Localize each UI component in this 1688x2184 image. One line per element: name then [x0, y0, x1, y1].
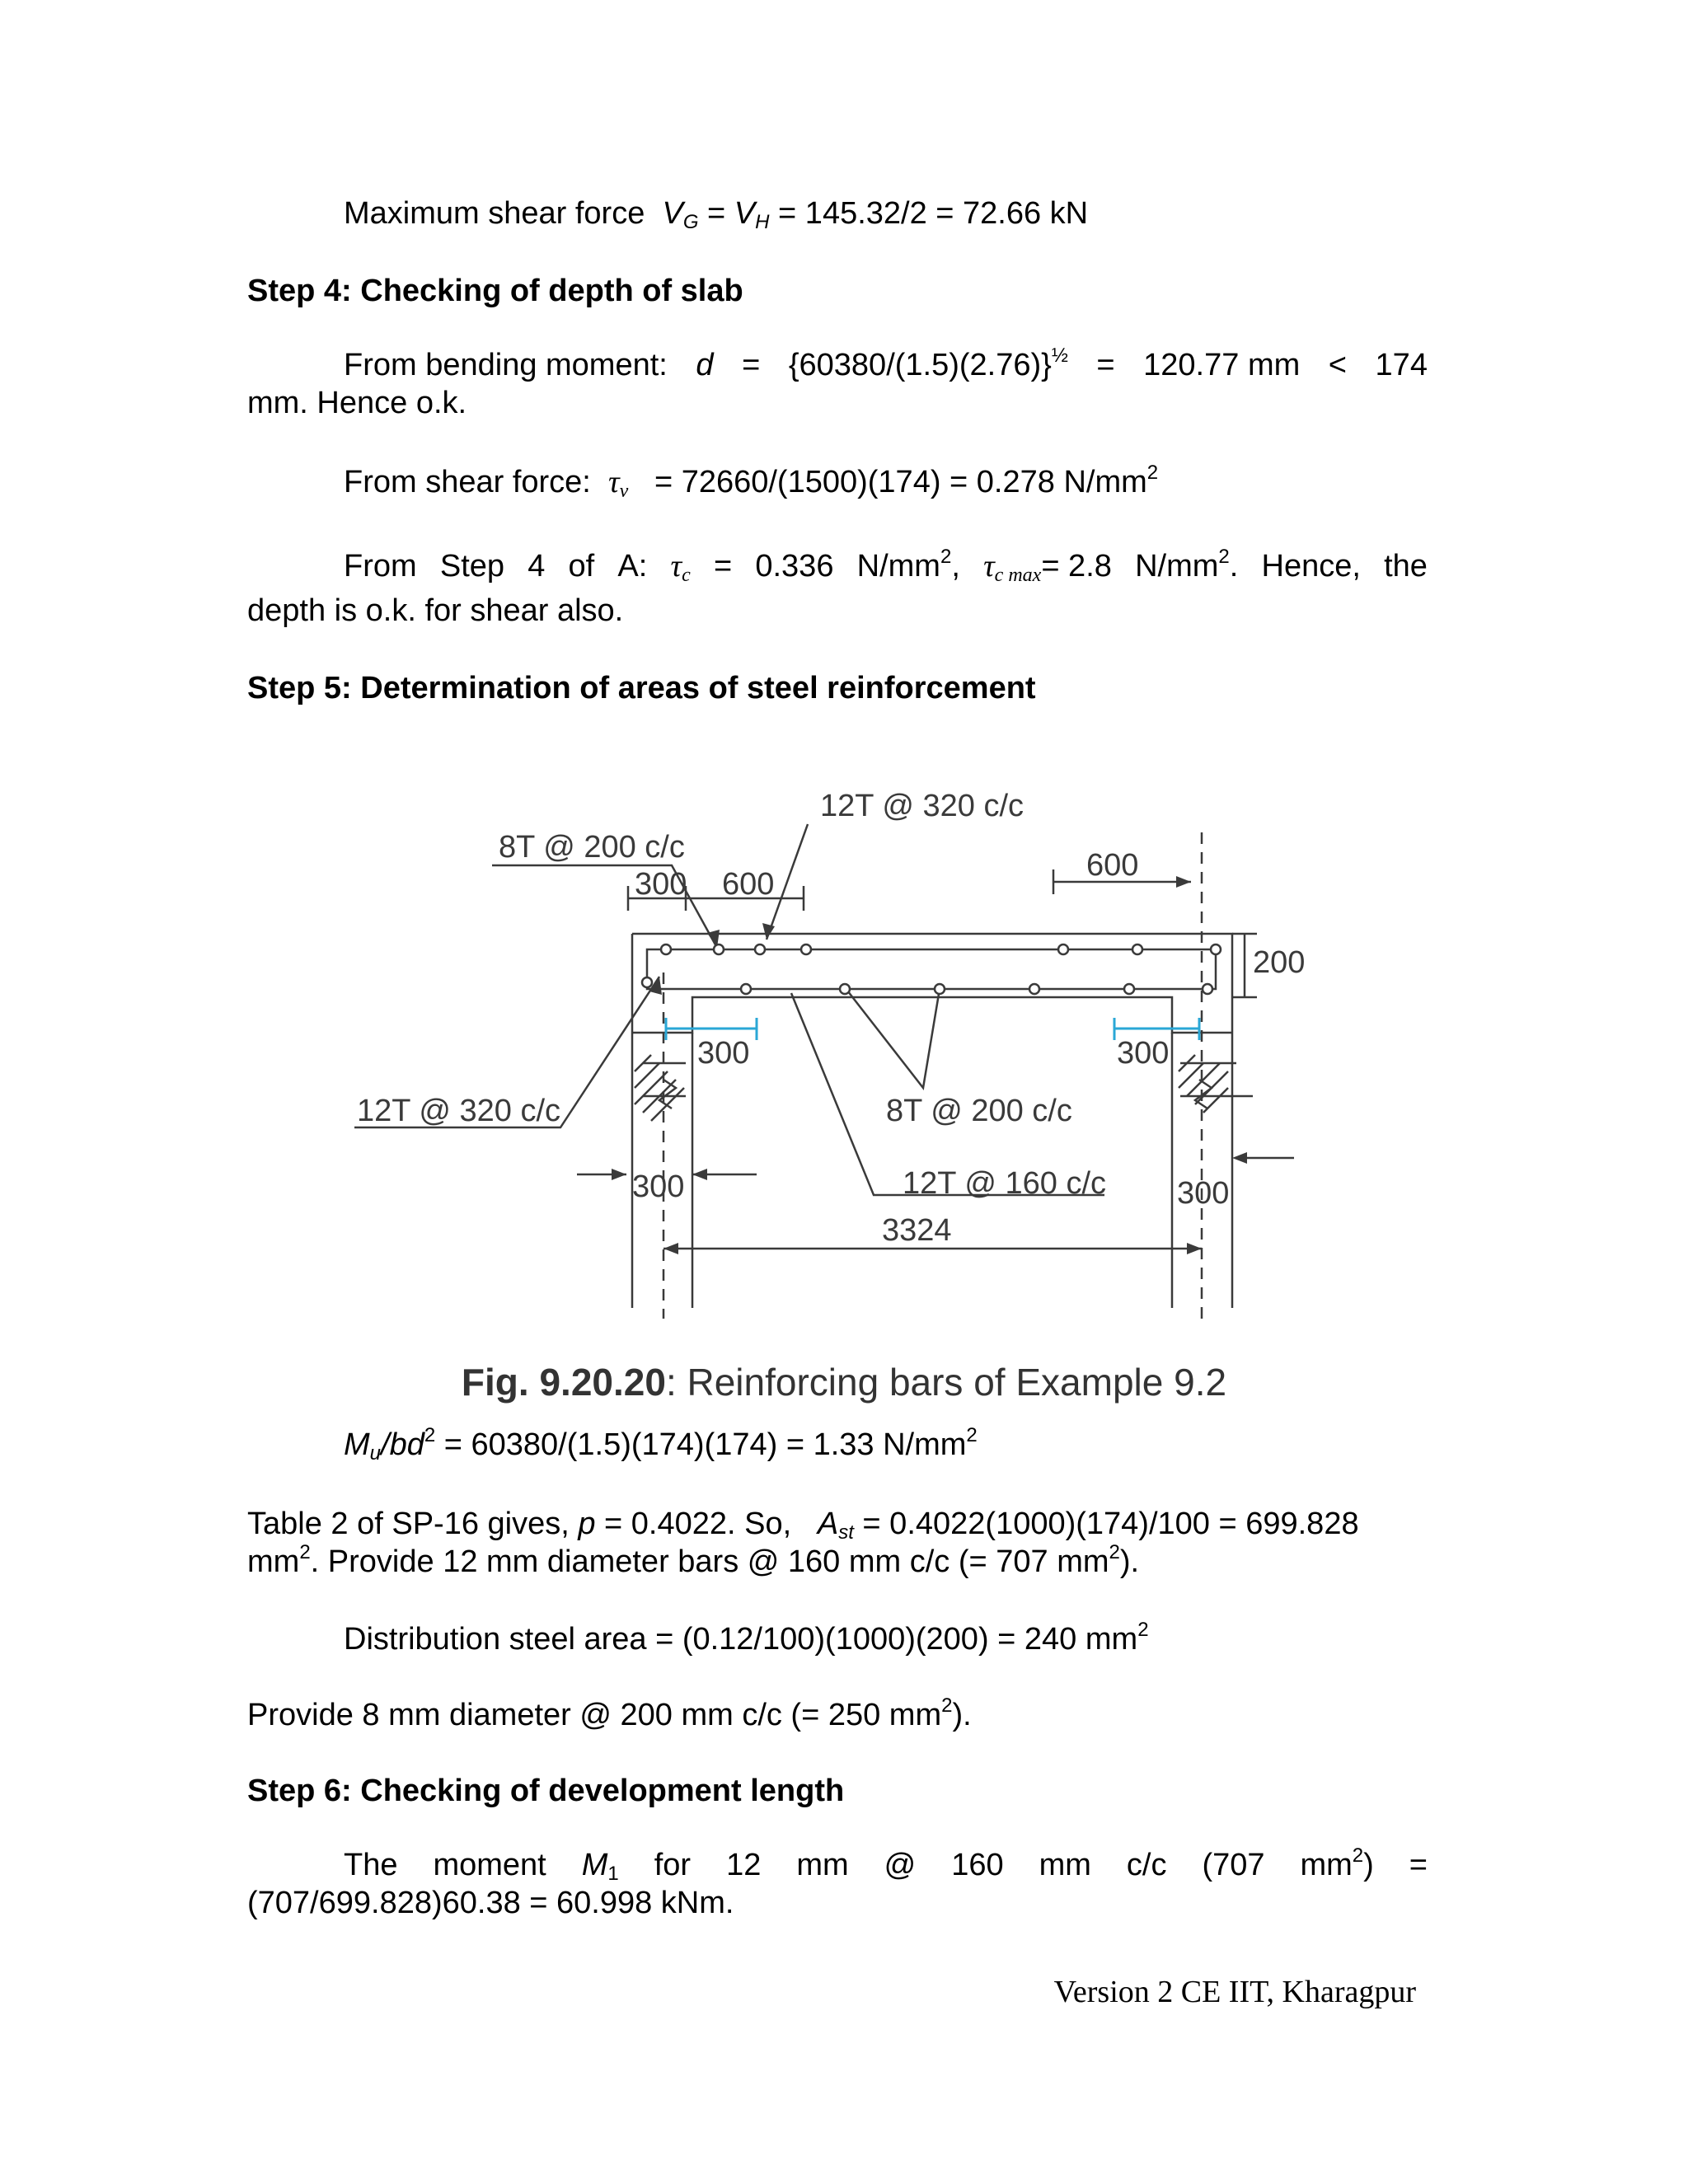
- label-mid-12t: 12T @ 160 c/c: [903, 1166, 1106, 1201]
- figure-caption: Fig. 9.20.20: Reinforcing bars of Example 9.2: [461, 1361, 1227, 1404]
- label-dim-3324: 3324: [882, 1213, 952, 1248]
- shear-stress-line: From shear force: $\tau_v$ = 72660/(1500)(174) = 0.278 $N/mm^2$: [344, 462, 1159, 502]
- label-dim-300-top: 300: [635, 867, 687, 902]
- step4-heading: Step 4: Checking of depth of slab: [247, 274, 743, 308]
- provide-8mm-line: Provide 8 mm diameter @ 200 mm c/c (= 250 $mm^2$).: [247, 1694, 972, 1732]
- label-blue-300-left: 300: [697, 1036, 750, 1071]
- mu-line: $M_u/bd^2 = 60380/(1.5)(174)(174) = 1.33$ $N/mm^2$: [344, 1424, 978, 1465]
- leader-8t-mid: [845, 987, 940, 1088]
- label-top-8t: 8T @ 200 c/c: [499, 830, 685, 865]
- table2-line2: $mm^2$. Provide 12 mm diameter bars @ 160 mm c/c (= 707 $mm^2$).: [247, 1541, 1140, 1579]
- label-left-12t: 12T @ 320 c/c: [357, 1094, 560, 1128]
- moment-paragraph: The moment $M_1$ for 12 mm @ 160 mm c/c (707 $mm^2$) = (707/699.828)60.38 = 60.998 kNm.: [247, 1844, 1428, 1920]
- page-footer: Version 2 CE IIT, Kharagpur: [1053, 1975, 1416, 2009]
- shear-force-label: Maximum shear force: [344, 196, 645, 231]
- step5-heading: Step 5: Determination of areas of steel reinforcement: [247, 671, 1036, 705]
- step6-heading: Step 6: Checking of development length: [247, 1774, 845, 1808]
- bending-moment-paragraph: From bending moment: d = $\{60380/(1.5)(2.76)\}^{\frac{1}{2}}$ = 120.77 mm < 174 mm. Hence o.k.: [247, 344, 1428, 420]
- label-dim-600-right: 600: [1086, 848, 1139, 883]
- label-top-12t: 12T @ 320 c/c: [820, 789, 1024, 823]
- label-blue-300-right: 300: [1117, 1036, 1170, 1071]
- label-mid-8t: 8T @ 200 c/c: [886, 1094, 1072, 1128]
- distribution-steel-line: Distribution steel area = (0.12/100)(1000)(200) = 240 $mm^2$: [344, 1619, 1149, 1657]
- label-dim-600-left: 600: [722, 867, 775, 902]
- label-dim-300-bl: 300: [632, 1169, 685, 1204]
- step-a-paragraph: From Step 4 of A: $\tau_c$ = 0.336 $N/mm^2$, $\tau_{c max}= 2.8$ $N/mm^2$. Hence, the depth is o.k. for shear also.: [247, 546, 1428, 628]
- label-dim-300-br: 300: [1177, 1176, 1230, 1211]
- table2-line1: Table 2 of SP-16 gives, p = 0.4022. So, $A_{st} = 0.4022(1000)(174)/100 = 699.828$: [247, 1507, 1359, 1544]
- shear-force-line: Maximum shear force $V_G = V_H = 145.32/2 = 72.66$ kN: [344, 196, 1089, 233]
- label-dim-200: 200: [1253, 945, 1306, 980]
- top-rebar: [647, 949, 1216, 989]
